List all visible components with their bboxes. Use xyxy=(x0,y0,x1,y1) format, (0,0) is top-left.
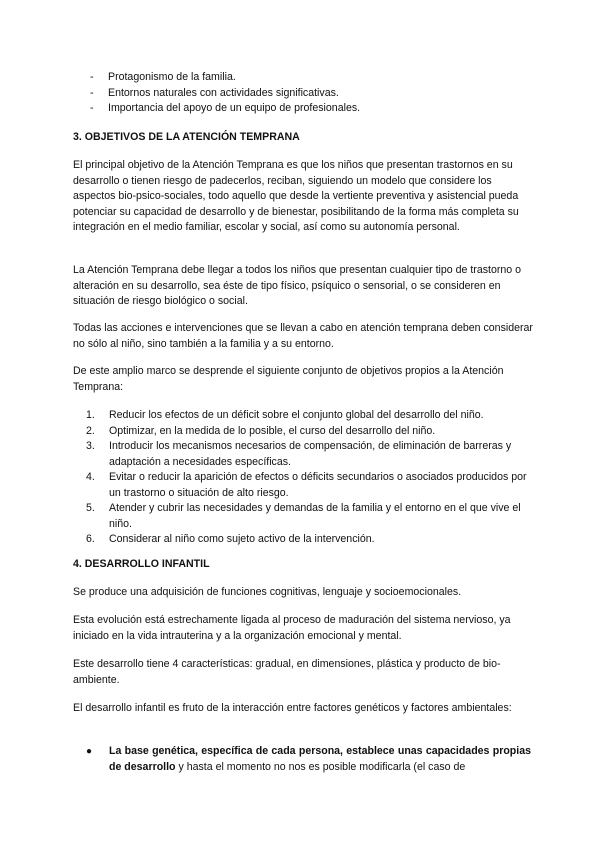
list-item: 1. Reducir los efectos de un déficit sobre el conjunto global del desarrollo del niño. xyxy=(86,409,484,421)
list-item: 6. Considerar al niño como sujeto activo de la intervención. xyxy=(86,533,375,545)
section-3-paragraph-4: De este amplio marco se desprende el siguiente conjunto de objetivos propios a la Atención Temprana: xyxy=(73,365,504,393)
section-4-paragraph-2: Esta evolución está estrechamente ligada al proceso de maduración del sistema nervioso, ya iniciado en la vida intrauterina y a la organización emocional y mental. xyxy=(73,614,511,642)
dash-marker: - xyxy=(90,102,94,114)
bullet-text: y hasta el momento no nos es posible modificarla (el caso de xyxy=(175,760,466,773)
section-3-paragraph-1: El principal objetivo de la Atención Temprana es que los niños que presentan trastornos en su desarrollo o tienen riesgo de padecerlos, reciban, siguiendo un modelo que considere los aspectos bio-psico-sociales, todo aquello que desde la vertiente preventiva y asistencial pueda potenciar su capacidad de desarrollo y de bienestar, posibilitando de la forma más completa su integración en el medio familiar, escolar y social, así como su autonomía personal. xyxy=(73,159,519,233)
section-3-paragraph-3: Todas las acciones e intervenciones que se llevan a cabo en atención temprana deben considerar no sólo al niño, sino también a la familia y a su entorno. xyxy=(73,322,533,350)
factors-list xyxy=(86,744,531,775)
bullet-marker: ● xyxy=(86,746,93,757)
list-item: - Protagonismo de la familia. xyxy=(73,70,533,86)
section-3-paragraph-2: La Atención Temprana debe llegar a todos los niños que presentan cualquier tipo de trastorno o alteración en su desarrollo, sea éste de tipo físico, psíquico o sensorial, o se consideren en situación de riesgo biológico o social. xyxy=(73,264,521,307)
section-4-paragraph-1: Se produce una adquisición de funciones cognitivas, lenguaje y socioemocionales. xyxy=(73,586,462,598)
list-item: - Importancia del apoyo de un equipo de profesionales. xyxy=(73,101,533,117)
objectives-list xyxy=(86,408,536,548)
section-4-paragraph-4: El desarrollo infantil es fruto de la interacción entre factores genéticos y factores ambientales: xyxy=(73,702,512,714)
bullet-bold-text: La base genética, específica de cada persona, establece unas capacidades propias de desarrollo xyxy=(109,745,531,773)
intro-list xyxy=(73,70,533,117)
list-item: 4. Evitar o reducir la aparición de efectos o déficits secundarios o asociados producidos por un trastorno o situación de alto riesgo. xyxy=(86,471,527,499)
list-item xyxy=(86,744,531,775)
section-3-heading: 3. OBJETIVOS DE LA ATENCIÓN TEMPRANA xyxy=(73,131,300,143)
list-item: 5. Atender y cubrir las necesidades y demandas de la familia y el entorno en el que vive el niño. xyxy=(86,502,521,530)
dash-marker: - xyxy=(90,86,94,99)
list-item: 3. Introducir los mecanismos necesarios de compensación, de eliminación de barreras y adaptación a necesidades específicas. xyxy=(86,440,512,468)
section-4-paragraph-3: Este desarrollo tiene 4 características: gradual, en dimensiones, plástica y producto de bio-ambiente. xyxy=(73,658,501,686)
section-4-heading: 4. DESARROLLO INFANTIL xyxy=(73,558,210,570)
list-item: - Entornos naturales con actividades significativas. xyxy=(73,86,533,102)
dash-marker: - xyxy=(90,71,94,83)
list-item: 2. Optimizar, en la medida de lo posible, el curso del desarrollo del niño. xyxy=(86,424,436,437)
